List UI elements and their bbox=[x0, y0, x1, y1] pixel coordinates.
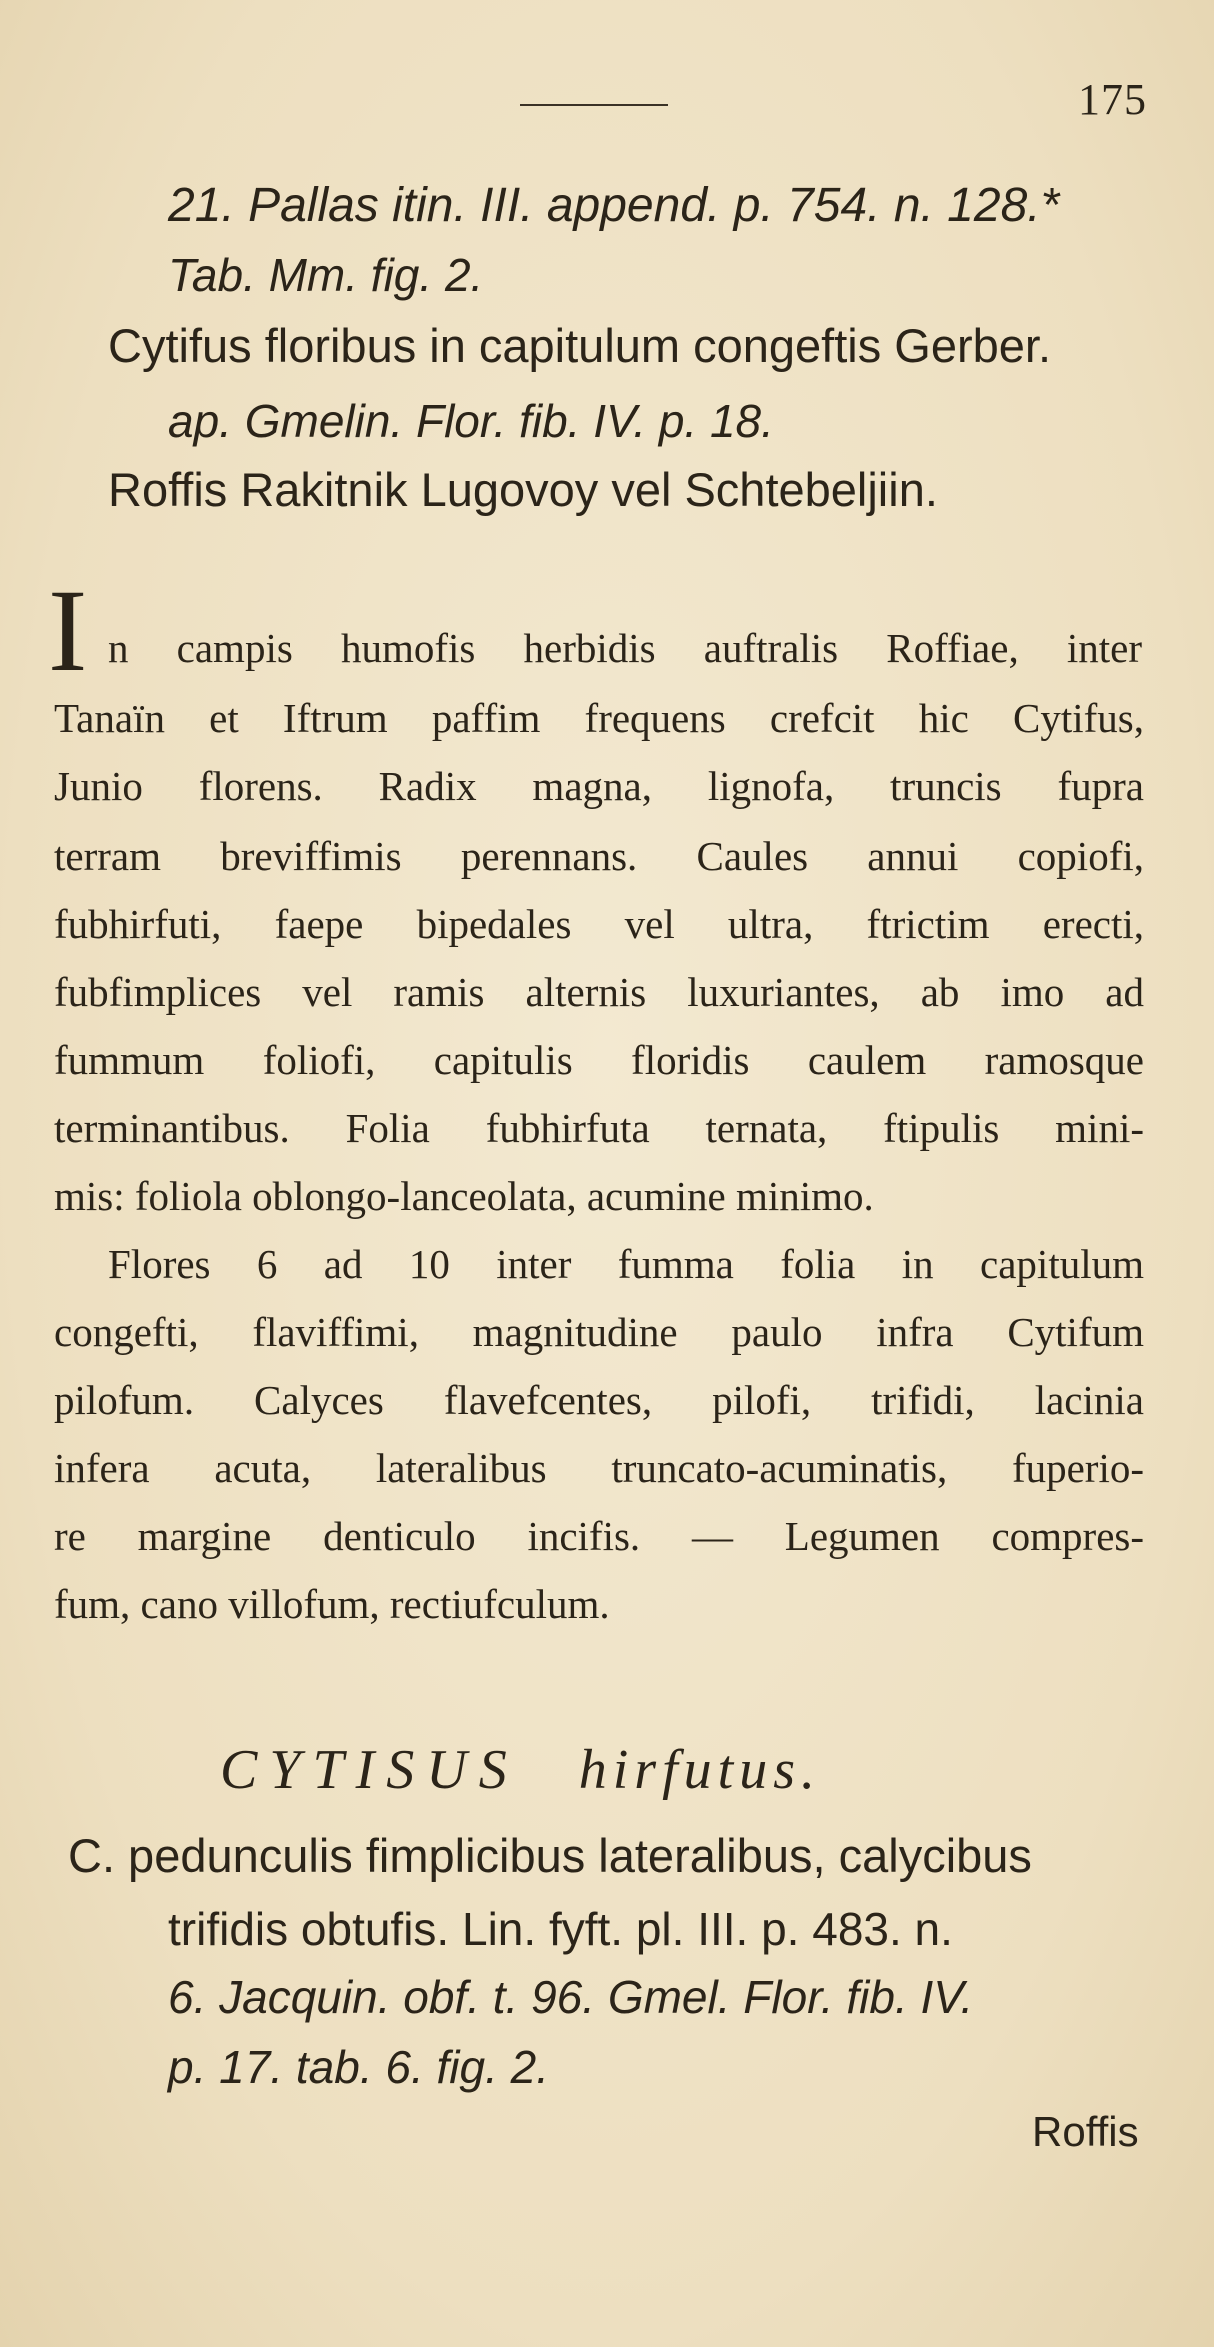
synonym-line: Cytifus floribus in capitulum congeftis Gerber. bbox=[108, 319, 1052, 372]
diagnosis-line: p. 17. tab. 6. fig. 2. bbox=[168, 2041, 550, 2093]
synonym-line: Roffis Rakitnik Lugovoy vel Schtebeljiin. bbox=[108, 463, 938, 516]
text-line: pilofum. Calyces flavefcentes, pilofi, trifidi, lacinia bbox=[54, 1377, 1144, 1423]
text-line: terminantibus. Folia fubhirfuta ternata, ftipulis mini- bbox=[54, 1105, 1144, 1151]
diagnosis-line: 6. Jacquin. obf. t. 96. Gmel. Flor. fib. IV. bbox=[168, 1971, 974, 2023]
catchword: Roffis bbox=[1032, 2108, 1139, 2155]
text-line: mis: foliola oblongo-lanceolata, acumine minimo. bbox=[54, 1173, 874, 1219]
text-line: n campis humofis herbidis auftralis Roffiae, inter bbox=[108, 625, 1142, 671]
species-heading bbox=[220, 1738, 821, 1802]
text-line: fummum foliofi, capitulis floridis caulem ramosque bbox=[54, 1037, 1144, 1083]
header-rule bbox=[520, 104, 668, 106]
text-line: fubhirfuti, faepe bipedales vel ultra, ftrictim erecti, bbox=[54, 901, 1144, 947]
diagnosis-line: C. pedunculis fimplicibus lateralibus, calycibus bbox=[68, 1829, 1032, 1882]
text-line: congefti, flaviffimi, magnitudine paulo infra Cytifum bbox=[54, 1309, 1144, 1355]
drop-cap: I bbox=[48, 565, 88, 696]
text-line: Flores 6 ad 10 inter fumma folia in capitulum bbox=[108, 1241, 1144, 1287]
text-line: fubfimplices vel ramis alternis luxuriantes, ab imo ad bbox=[54, 969, 1144, 1015]
reference-line: 21. Pallas itin. III. append. p. 754. n. 128.* bbox=[168, 179, 1060, 232]
text-line: re margine denticulo incifis. — Legumen compres- bbox=[54, 1513, 1144, 1559]
text-line: terram breviffimis perennans. Caules annui copiofi, bbox=[54, 833, 1144, 879]
diagnosis-line: trifidis obtufis. Lin. fyft. pl. III. p. 483. n. bbox=[168, 1903, 953, 1955]
reference-line: Tab. Mm. fig. 2. bbox=[168, 249, 484, 301]
species-epithet: hirfutus. bbox=[578, 1739, 821, 1801]
page-number: 175 bbox=[1078, 75, 1147, 124]
text-line: fum, cano villofum, rectiufculum. bbox=[54, 1581, 610, 1627]
synonym-line: ap. Gmelin. Flor. fib. IV. p. 18. bbox=[168, 395, 774, 447]
text-line: Junio florens. Radix magna, lignofa, truncis fupra bbox=[54, 763, 1144, 809]
text-line: infera acuta, lateralibus truncato-acuminatis, fuperio- bbox=[54, 1445, 1144, 1491]
genus-name: CYTISUS bbox=[220, 1739, 519, 1801]
text-line: Tanaïn et Iftrum paffim frequens crefcit hic Cytifus, bbox=[54, 695, 1144, 741]
